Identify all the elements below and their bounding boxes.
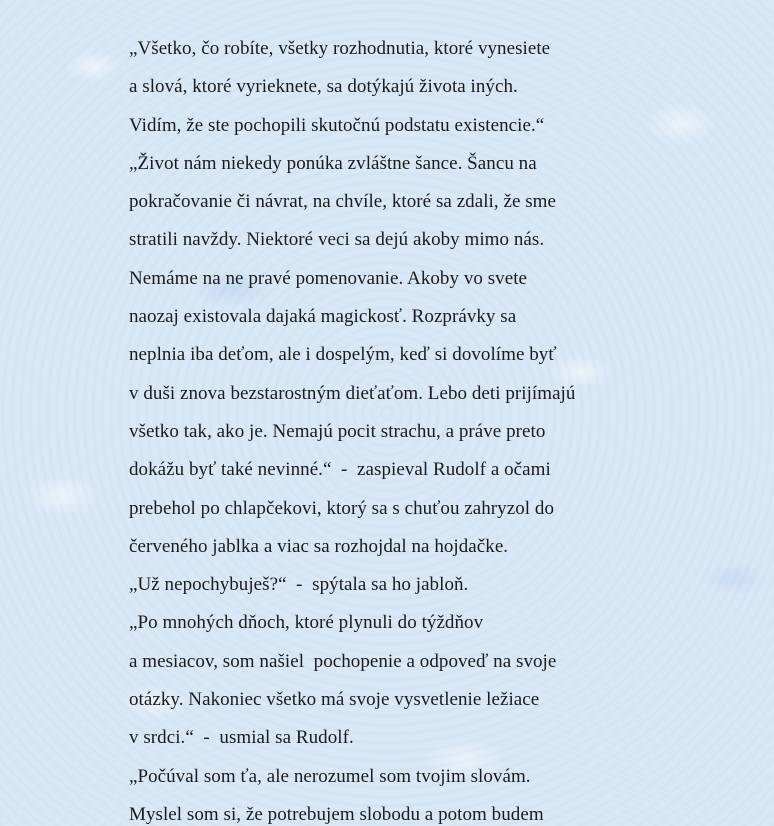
text-line: pokračovanie či návrat, na chvíle, ktoré sa zdali, že sme <box>129 191 556 213</box>
text-line: otázky. Nakoniec všetko má svoje vysvetlenie ležiace <box>129 689 540 711</box>
text-line: „Už nepochybuješ?“ - spýtala sa ho jabloň. <box>129 574 469 596</box>
text-line: „Život nám niekedy ponúka zvláštne šance. Šancu na <box>129 152 537 174</box>
text-line: červeného jablka a viac sa rozhojdal na hojdačke. <box>129 535 509 557</box>
text-line: „Počúval som ťa, ale nerozumel som tvojim slovám. <box>129 765 531 787</box>
text-line: Nemáme na ne pravé pomenovanie. Akoby vo svete <box>129 267 528 289</box>
text-line: neplnia iba deťom, ale i dospelým, keď si dovolíme byť <box>129 344 557 366</box>
text-line: Vidím, že ste pochopili skutočnú podstatu existencie.“ <box>129 114 545 136</box>
text-line: a slová, ktoré vyrieknete, sa dotýkajú života iných. <box>129 76 518 98</box>
text-line: „Po mnohých dňoch, ktoré plynuli do týždňov <box>129 612 484 634</box>
text-line: v srdci.“ - usmial sa Rudolf. <box>129 727 354 749</box>
text-column <box>129 30 729 826</box>
text-line: prebehol po chlapčekovi, ktorý sa s chuťou zahryzol do <box>129 497 554 519</box>
text-line: dokážu byť také nevinné.“ - zaspieval Rudolf a očami <box>129 459 551 481</box>
text-line: naozaj existovala dajaká magickosť. Rozprávky sa <box>129 306 517 328</box>
text-line: a mesiacov, som našiel pochopenie a odpoveď na svoje <box>129 650 557 672</box>
text-line: všetko tak, ako je. Nemajú pocit strachu, a práve preto <box>129 420 546 442</box>
text-line: stratili navždy. Niektoré veci sa dejú akoby mimo nás. <box>129 229 545 251</box>
text-line: Myslel som si, že potrebujem slobodu a potom budem <box>129 803 544 825</box>
text-line: v duši znova bezstarostným dieťaťom. Lebo deti prijímajú <box>129 382 576 404</box>
text-line: „Všetko, čo robíte, všetky rozhodnutia, ktoré vynesiete <box>129 38 551 59</box>
